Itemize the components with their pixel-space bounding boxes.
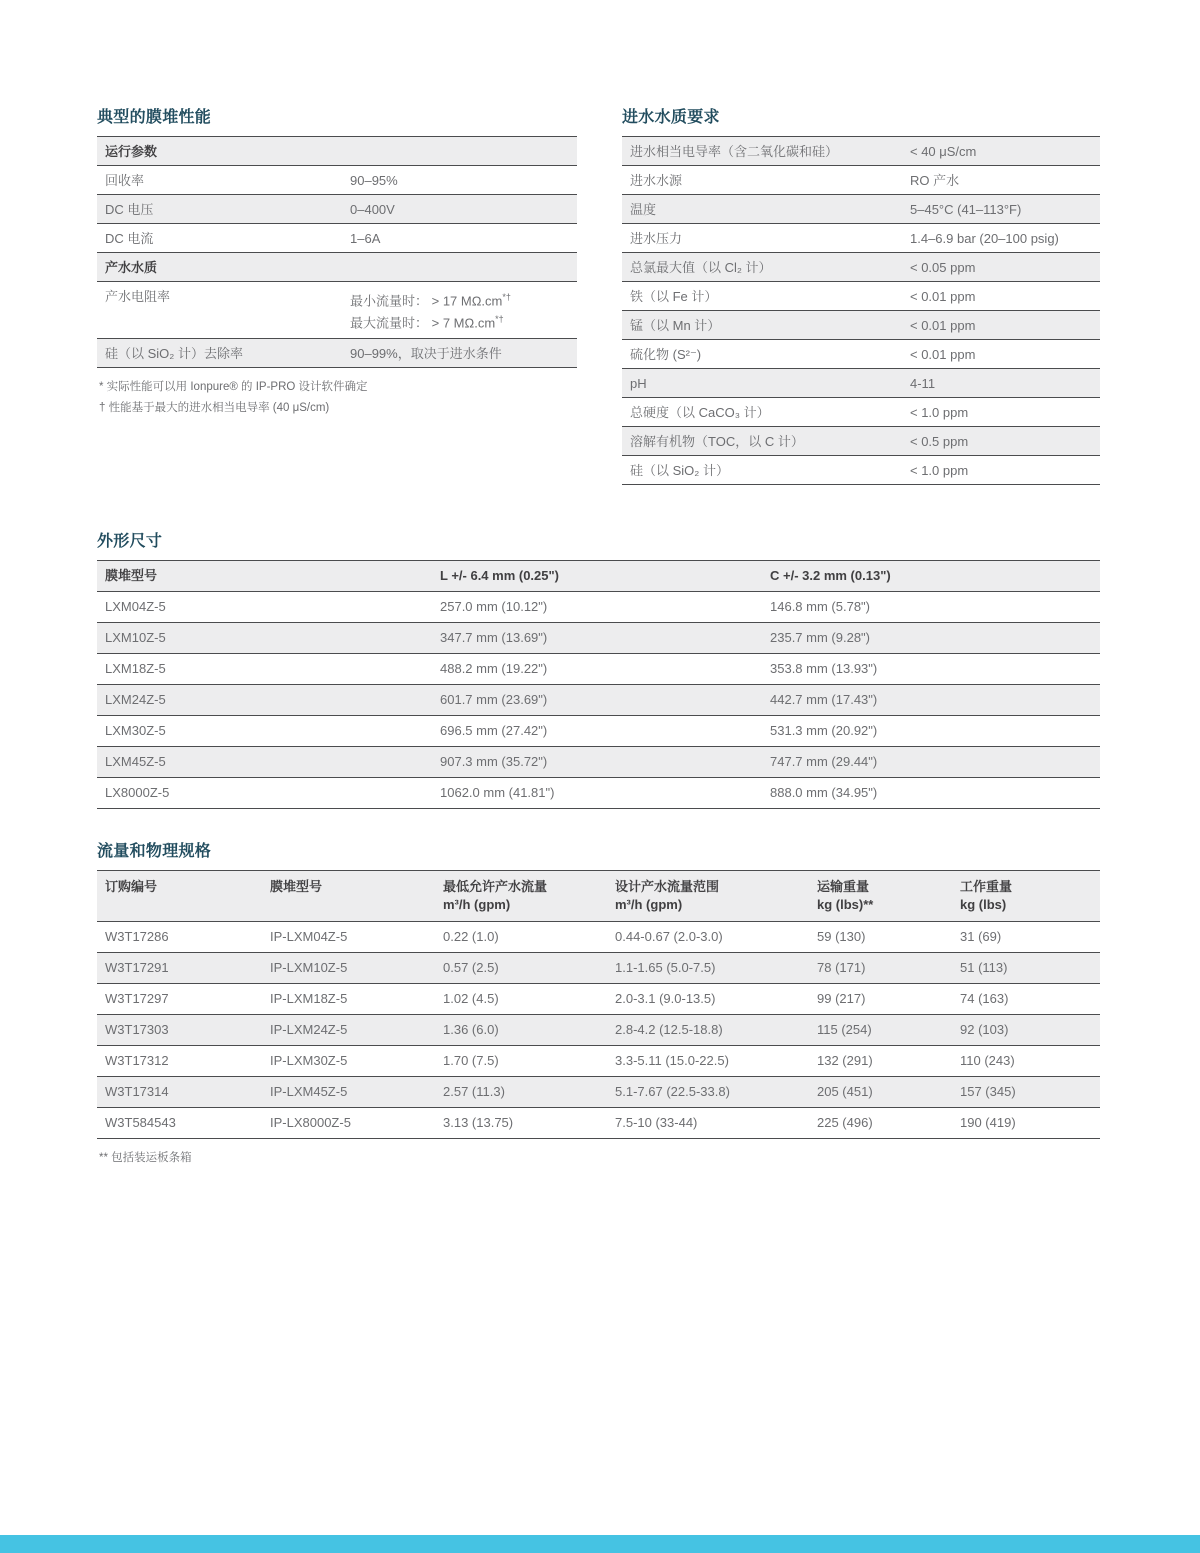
table-row [622, 136, 1100, 165]
table-row [97, 921, 1100, 952]
row-label: 硅（以 SiO₂ 计）去除率 [105, 345, 243, 361]
footnote: † 性能基于最大的进水相当电导率 (40 μS/cm) [99, 401, 330, 414]
row-label: 锰（以 Mn 计） [630, 318, 721, 333]
row-label: 硅（以 SiO₂ 计） [630, 463, 729, 478]
cell-model: LXM30Z-5 [105, 723, 166, 738]
cell-order-number: W3T17314 [105, 1084, 169, 1099]
cell-model: LXM04Z-5 [105, 599, 166, 614]
cell-min-flow: 0.22 (1.0) [443, 929, 499, 944]
row-value: < 40 μS/cm [910, 144, 977, 159]
row-label: 总硬度（以 CaCO₃ 计） [630, 405, 770, 420]
table-row [622, 165, 1100, 194]
row-label: DC 电流 [105, 231, 154, 246]
table-row [97, 622, 1100, 653]
cell-length: 347.7 mm (13.69") [440, 630, 548, 645]
column-header: 最低允许产水流量 m³/h (gpm) [443, 879, 548, 912]
table-row [622, 310, 1100, 339]
section-title-feedwater: 进水水质要求 [622, 109, 720, 126]
row-label: 产水电阻率 [105, 289, 171, 304]
cell-length: 696.5 mm (27.42") [440, 723, 548, 738]
cell-width: 353.8 mm (13.93") [770, 661, 878, 676]
table-row [97, 1045, 1100, 1076]
row-value: RO 产水 [910, 173, 960, 188]
cell-model: IP-LXM30Z-5 [270, 1053, 348, 1068]
footnote: * 实际性能可以用 Ionpure® 的 IP-PRO 设计软件确定 [99, 380, 368, 393]
table-row [622, 426, 1100, 455]
cell-model: IP-LXM04Z-5 [270, 929, 348, 944]
column-header: 设计产水流量范围 m³/h (gpm) [615, 879, 720, 912]
table-row [622, 252, 1100, 281]
section-dimensions [97, 528, 1100, 809]
row-label: 溶解有机物（TOC，以 C 计） [630, 434, 804, 449]
table-subheader-row [97, 252, 577, 281]
table-row [97, 1107, 1100, 1138]
cell-design-flow: 5.1-7.67 (22.5-33.8) [615, 1084, 730, 1099]
flow-specs-footnotes [97, 1148, 1100, 1169]
row-value: 90–95% [350, 173, 398, 188]
cell-design-flow: 2.0-3.1 (9.0-13.5) [615, 991, 716, 1006]
cell-model: IP-LXM24Z-5 [270, 1022, 348, 1037]
cell-order-number: W3T17297 [105, 991, 169, 1006]
column-header: C +/- 3.2 mm (0.13") [770, 568, 891, 583]
cell-width: 442.7 mm (17.43") [770, 692, 878, 707]
row-label: 温度 [630, 202, 657, 217]
column-header: 膜堆型号 [270, 879, 323, 894]
table-row [97, 1076, 1100, 1107]
table-row [97, 777, 1100, 808]
cell-design-flow: 1.1-1.65 (5.0-7.5) [615, 960, 716, 975]
table-row [97, 983, 1100, 1014]
table-row [97, 653, 1100, 684]
row-label: 进水压力 [630, 231, 683, 246]
performance-table [97, 136, 577, 368]
table-row [97, 746, 1100, 777]
cell-model: LX8000Z-5 [105, 785, 170, 800]
cell-width: 747.7 mm (29.44") [770, 754, 878, 769]
cell-design-flow: 0.44-0.67 (2.0-3.0) [615, 929, 723, 944]
cell-min-flow: 1.02 (4.5) [443, 991, 499, 1006]
row-label: pH [630, 376, 647, 391]
footnote-marker: *† [495, 314, 504, 325]
row-label: 铁（以 Fe 计） [630, 289, 718, 304]
row-label: 总氯最大值（以 Cl₂ 计） [630, 260, 772, 275]
cell-shipping-weight: 99 (217) [817, 991, 866, 1006]
cell-shipping-weight: 132 (291) [817, 1053, 873, 1068]
row-value: 4-11 [910, 376, 936, 391]
cell-model: IP-LXM18Z-5 [270, 991, 348, 1006]
value-line: 最小流量时： > 17 MΩ.cm*† [350, 292, 511, 309]
cell-order-number: W3T17286 [105, 929, 169, 944]
row-value: < 0.01 ppm [910, 289, 976, 304]
table-row [97, 281, 577, 338]
cell-operating-weight: 51 (113) [960, 960, 1008, 975]
cell-width: 888.0 mm (34.95") [770, 785, 878, 800]
cell-min-flow: 1.70 (7.5) [443, 1053, 499, 1068]
top-columns [97, 104, 1100, 485]
section-title-dimensions: 外形尺寸 [97, 533, 163, 550]
cell-order-number: W3T17303 [105, 1022, 169, 1037]
column-header: L +/- 6.4 mm (0.25") [440, 568, 559, 583]
section-title-performance: 典型的膜堆性能 [97, 109, 212, 126]
footnote: ** 包括装运板条箱 [99, 1152, 192, 1164]
cell-min-flow: 3.13 (13.75) [443, 1115, 514, 1130]
table-row [97, 591, 1100, 622]
column-header: 膜堆型号 [105, 568, 158, 583]
cell-design-flow: 3.3-5.11 (15.0-22.5) [615, 1053, 729, 1068]
row-value: 1–6A [350, 231, 381, 246]
row-label: 硫化物 (S²⁻) [630, 347, 702, 362]
cell-operating-weight: 31 (69) [960, 929, 1002, 944]
cell-shipping-weight: 115 (254) [817, 1022, 872, 1037]
performance-footnotes [97, 377, 577, 419]
flow-specs-table [97, 870, 1100, 1139]
table-row [622, 455, 1100, 484]
cell-width: 531.3 mm (20.92") [770, 723, 878, 738]
row-label: 回收率 [105, 173, 145, 188]
row-label: 进水相当电导率（含二氧化碳和硅） [630, 144, 839, 159]
cell-model: LXM10Z-5 [105, 630, 166, 645]
cell-shipping-weight: 205 (451) [817, 1084, 873, 1099]
table-subheader-row [97, 136, 577, 165]
table-row [97, 165, 577, 194]
column-header: 订购编号 [105, 879, 158, 894]
table-row [97, 684, 1100, 715]
cell-width: 146.8 mm (5.78") [770, 599, 870, 614]
table-row [97, 1014, 1100, 1045]
cell-min-flow: 2.57 (11.3) [443, 1084, 505, 1099]
row-value: 90–99%，取决于进水条件 [350, 345, 502, 361]
cell-model: IP-LXM10Z-5 [270, 960, 348, 975]
cell-operating-weight: 190 (419) [960, 1115, 1016, 1130]
section-feedwater [622, 104, 1100, 485]
cell-length: 601.7 mm (23.69") [440, 692, 548, 707]
cell-min-flow: 0.57 (2.5) [443, 960, 499, 975]
row-value: < 1.0 ppm [910, 405, 969, 420]
row-value: 5–45°C (41–113°F) [910, 202, 1022, 217]
cell-length: 257.0 mm (10.12") [440, 599, 548, 614]
column-header: 运输重量 kg (lbs)** [817, 879, 874, 912]
value-line: 最大流量时： > 7 MΩ.cm*† [350, 314, 504, 331]
cell-order-number: W3T17312 [105, 1053, 169, 1068]
table-row [622, 223, 1100, 252]
row-label: DC 电压 [105, 202, 154, 217]
subheader-label: 产水水质 [105, 260, 158, 275]
row-value [350, 288, 569, 333]
footer-accent-bar [0, 1535, 1200, 1553]
section-title-flow-specs: 流量和物理规格 [97, 843, 212, 860]
cell-design-flow: 7.5-10 (33-44) [615, 1115, 698, 1130]
cell-order-number: W3T17291 [105, 960, 169, 975]
cell-length: 907.3 mm (35.72") [440, 754, 548, 769]
dimensions-table [97, 560, 1100, 809]
cell-model: LXM45Z-5 [105, 754, 166, 769]
cell-operating-weight: 157 (345) [960, 1084, 1016, 1099]
cell-model: IP-LX8000Z-5 [270, 1115, 351, 1130]
cell-model: LXM18Z-5 [105, 661, 166, 676]
table-row [622, 194, 1100, 223]
table-row [622, 368, 1100, 397]
row-value: < 0.01 ppm [910, 318, 976, 333]
cell-min-flow: 1.36 (6.0) [443, 1022, 499, 1037]
cell-model: IP-LXM45Z-5 [270, 1084, 348, 1099]
feedwater-table [622, 136, 1100, 485]
cell-shipping-weight: 59 (130) [817, 929, 866, 944]
cell-model: LXM24Z-5 [105, 692, 166, 707]
cell-shipping-weight: 78 (171) [817, 960, 866, 975]
row-label: 进水水源 [630, 173, 683, 188]
section-flow-specs [97, 838, 1100, 1169]
table-row [622, 397, 1100, 426]
table-row [622, 281, 1100, 310]
row-value: < 1.0 ppm [910, 463, 969, 478]
cell-length: 1062.0 mm (41.81") [440, 785, 555, 800]
row-value: 0–400V [350, 202, 395, 217]
column-header: 工作重量 kg (lbs) [960, 879, 1013, 912]
table-row [97, 338, 577, 367]
row-value: 1.4–6.9 bar (20–100 psig) [910, 231, 1059, 246]
section-performance [97, 104, 577, 485]
cell-length: 488.2 mm (19.22") [440, 661, 548, 676]
table-row [97, 223, 577, 252]
cell-shipping-weight: 225 (496) [817, 1115, 873, 1130]
cell-operating-weight: 92 (103) [960, 1022, 1009, 1037]
table-row [97, 194, 577, 223]
table-row [97, 715, 1100, 746]
table-row [97, 952, 1100, 983]
cell-operating-weight: 110 (243) [960, 1053, 1015, 1068]
table-row [622, 339, 1100, 368]
table-header-row [97, 560, 1100, 591]
cell-order-number: W3T584543 [105, 1115, 176, 1130]
subheader-label: 运行参数 [105, 144, 158, 159]
cell-operating-weight: 74 (163) [960, 991, 1009, 1006]
footnote-marker: *† [502, 292, 511, 302]
row-value: < 0.01 ppm [910, 347, 976, 362]
table-header-row [97, 870, 1100, 921]
cell-design-flow: 2.8-4.2 (12.5-18.8) [615, 1022, 723, 1037]
row-value: < 0.05 ppm [910, 260, 976, 275]
row-value: < 0.5 ppm [910, 434, 969, 449]
cell-width: 235.7 mm (9.28") [770, 630, 870, 645]
